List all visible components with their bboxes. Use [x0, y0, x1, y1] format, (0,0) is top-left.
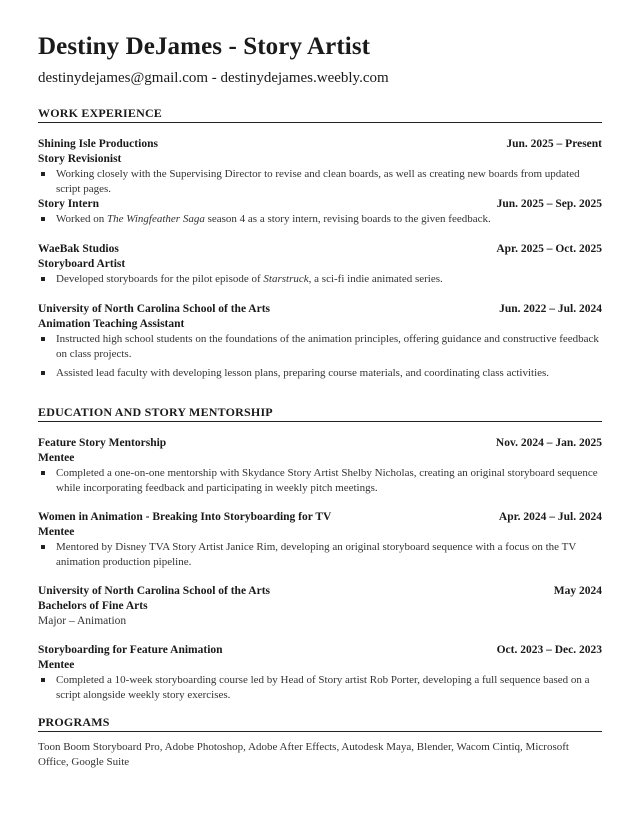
- org-name: University of North Carolina School of the Arts: [38, 585, 271, 597]
- bullet-list: [38, 167, 602, 197]
- org-name: Women in Animation - Breaking Into Storyboarding for TV: [38, 511, 332, 523]
- entry-header: [38, 137, 602, 152]
- entry-shining-isle: [38, 137, 602, 227]
- contact-line: destinydejames@gmail.com - destinydejames.weebly.com: [38, 70, 389, 86]
- date-range: May 2024: [553, 585, 602, 597]
- entry-header: [38, 302, 602, 317]
- bullet-item: [38, 212, 602, 227]
- date-range: Nov. 2024 – Jan. 2025: [495, 437, 602, 449]
- bullet-text: season 4 as a story intern, revising boards to the given feedback.: [204, 213, 491, 225]
- bullet-item: Completed a 10-week storyboarding course led by Head of Story artist Rob Porter, developing a full sequence based on a script alongside weekly story exercises.: [38, 673, 602, 703]
- bullet-list: [38, 466, 602, 496]
- entry-header: [38, 197, 602, 212]
- programs-list: Toon Boom Storyboard Pro, Adobe Photoshop, Adobe After Effects, Autodesk Maya, Blender, Wacom Cintiq, Microsoft Office, Google Suite: [38, 741, 569, 768]
- bullet-list: [38, 272, 602, 287]
- date-range: Jun. 2025 – Present: [506, 138, 602, 150]
- date-range: Apr. 2024 – Jul. 2024: [498, 511, 602, 523]
- bullet-text: , a sci-fi indie animated series.: [308, 273, 443, 285]
- bullet-item: Working closely with the Supervising Director to revise and clean boards, as well as creating new boards from updated script pages.: [38, 167, 602, 197]
- entry-waebak: [38, 242, 602, 287]
- bullet-item: Assisted lead faculty with developing lesson plans, preparing course materials, and coordinating class activities.: [38, 366, 602, 381]
- entry-storyboarding-feature: [38, 643, 602, 703]
- bullet-list: [38, 673, 602, 703]
- role-title: Mentee: [38, 526, 75, 538]
- entry-header: [38, 643, 602, 658]
- bullet-item: Completed a one-on-one mentorship with Skydance Story Artist Shelby Nicholas, creating an original storyboard sequence while incorporating feedback and participating in weekly pitch meetings.: [38, 466, 602, 496]
- org-name: Feature Story Mentorship: [38, 437, 167, 449]
- major-text: Major – Animation: [38, 615, 127, 627]
- role-title: Animation Teaching Assistant: [38, 318, 185, 330]
- org-name: Shining Isle Productions: [38, 138, 158, 150]
- show-title: The Wingfeather Saga: [107, 213, 205, 225]
- role-title: Storyboard Artist: [38, 258, 126, 270]
- section-heading-education: EDUCATION AND STORY MENTORSHIP: [38, 405, 602, 422]
- role-title: Mentee: [38, 659, 75, 671]
- degree-title: Bachelors of Fine Arts: [38, 600, 148, 612]
- section-heading-programs: PROGRAMS: [38, 715, 602, 732]
- role-title: Story Revisionist: [38, 153, 122, 165]
- section-heading-work: WORK EXPERIENCE: [38, 106, 602, 123]
- resume-page: [38, 30, 602, 770]
- show-title: Starstruck: [263, 273, 309, 285]
- bullet-list: [38, 540, 602, 570]
- org-name: WaeBak Studios: [38, 243, 119, 255]
- entry-uncsa-work: [38, 302, 602, 381]
- date-range: Apr. 2025 – Oct. 2025: [496, 243, 602, 255]
- date-range: Jun. 2022 – Jul. 2024: [499, 303, 602, 315]
- entry-header: [38, 510, 602, 525]
- date-range: Oct. 2023 – Dec. 2023: [496, 644, 602, 656]
- org-name: University of North Carolina School of the Arts: [38, 303, 271, 315]
- bullet-item: [38, 272, 602, 287]
- page-title: Destiny DeJames - Story Artist: [38, 33, 371, 60]
- bullet-text: Developed storyboards for the pilot episode of: [56, 273, 264, 285]
- role-title: Mentee: [38, 452, 75, 464]
- bullet-item: Mentored by Disney TVA Story Artist Janice Rim, developing an original storyboard sequence with a focus on the TV animation production pipeline.: [38, 540, 602, 570]
- bullet-list: [38, 212, 602, 227]
- org-name: Storyboarding for Feature Animation: [38, 644, 223, 656]
- bullet-text: Worked on: [56, 213, 108, 225]
- date-range: Jun. 2025 – Sep. 2025: [496, 198, 602, 210]
- entry-feature-mentorship: [38, 436, 602, 496]
- entry-header: [38, 242, 602, 257]
- entry-women-in-animation: [38, 510, 602, 570]
- bullet-item: Instructed high school students on the foundations of the animation principles, offering guidance and constructive feedback on class projects.: [38, 332, 602, 362]
- role-title: Story Intern: [38, 198, 100, 210]
- entry-header: [38, 584, 602, 599]
- bullet-list: [38, 332, 602, 381]
- entry-uncsa-education: [38, 584, 602, 629]
- entry-header: [38, 436, 602, 451]
